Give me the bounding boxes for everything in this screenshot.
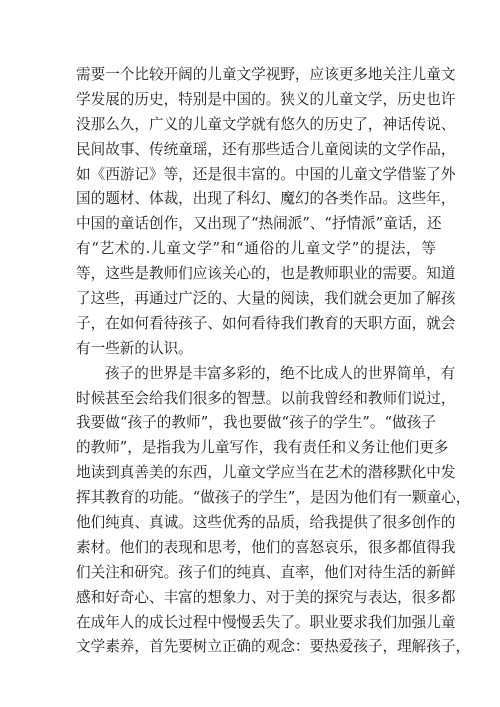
body-text: [76, 63, 471, 660]
text-line: 素材。他们的表现和思考，他们的喜怒哀乐，很多都值得我: [76, 538, 456, 556]
text-line: 文学素养，首先要树立正确的观念：要热爱孩子，理解孩子，: [76, 638, 471, 656]
text-line: 的教师”，是指我为儿童写作，我有责任和义务让他们更多: [76, 439, 449, 457]
text-line: 国的题材、体裁，出现了科幻、魔幻的各类作品。这些年，: [76, 190, 456, 208]
text-line: 如《西游记》等，还是很丰富的。中国的儿童文学借鉴了外: [76, 165, 456, 183]
text-line: 有一些新的认识。: [76, 339, 193, 357]
text-line: 有“艺术的.儿童文学”和“通俗的儿童文学”的提法，等: [76, 240, 436, 258]
text-line: 子，在如何看待孩子、如何看待我们教育的天职方面，就会: [76, 314, 456, 332]
text-line: 们关注和研究。孩子们的纯真、直率，他们对待生活的新鲜: [76, 563, 456, 581]
text-line: 民间故事、传统童瑶，还有那些适合儿童阅读的文学作品，: [76, 140, 456, 158]
text-line: 孩子的世界是丰富多彩的，绝不比成人的世界简单，有: [105, 364, 456, 382]
text-line: 中国的童话创作，又出现了“热闹派”、“抒情派”童话，还: [76, 215, 442, 233]
text-line: 了这些，再通过广泛的、大量的阅读，我们就会更加了解孩: [76, 290, 456, 308]
text-line: 我要做“孩子的教师”，我也要做“孩子的学生”。“做孩子: [76, 414, 436, 432]
text-line: 没那么久，广义的儿童文学就有悠久的历史了，神话传说、: [76, 115, 456, 133]
text-line: 挥其教育的功能。“做孩子的学生”，是因为他们有一颗童心，: [76, 489, 471, 507]
text-line: 感和好奇心、丰富的想象力、对于美的探究与表达，很多都: [76, 588, 456, 606]
text-line: 地读到真善美的东西，儿童文学应当在艺术的潜移默化中发: [76, 464, 456, 482]
text-line: 需要一个比较开阔的儿童文学视野，应该更多地关注儿童文: [76, 66, 456, 83]
text-line: 等，这些是教师们应该关心的，也是教师职业的需要。知道: [76, 265, 456, 283]
paragraph-1: [76, 63, 456, 362]
text-line: 他们纯真、真诚。这些优秀的品质，给我提供了很多创作的: [76, 514, 456, 532]
text-line: 学发展的历史，特别是中国的。狭义的儿童文学，历史也许: [76, 90, 456, 108]
paragraph-2: [76, 362, 471, 661]
text-line: 时候甚至会给我们很多的智慧。以前我曾经和教师们说过，: [76, 389, 456, 407]
text-line: 在成年人的成长过程中慢慢丢失了。职业要求我们加强儿童: [76, 613, 456, 631]
